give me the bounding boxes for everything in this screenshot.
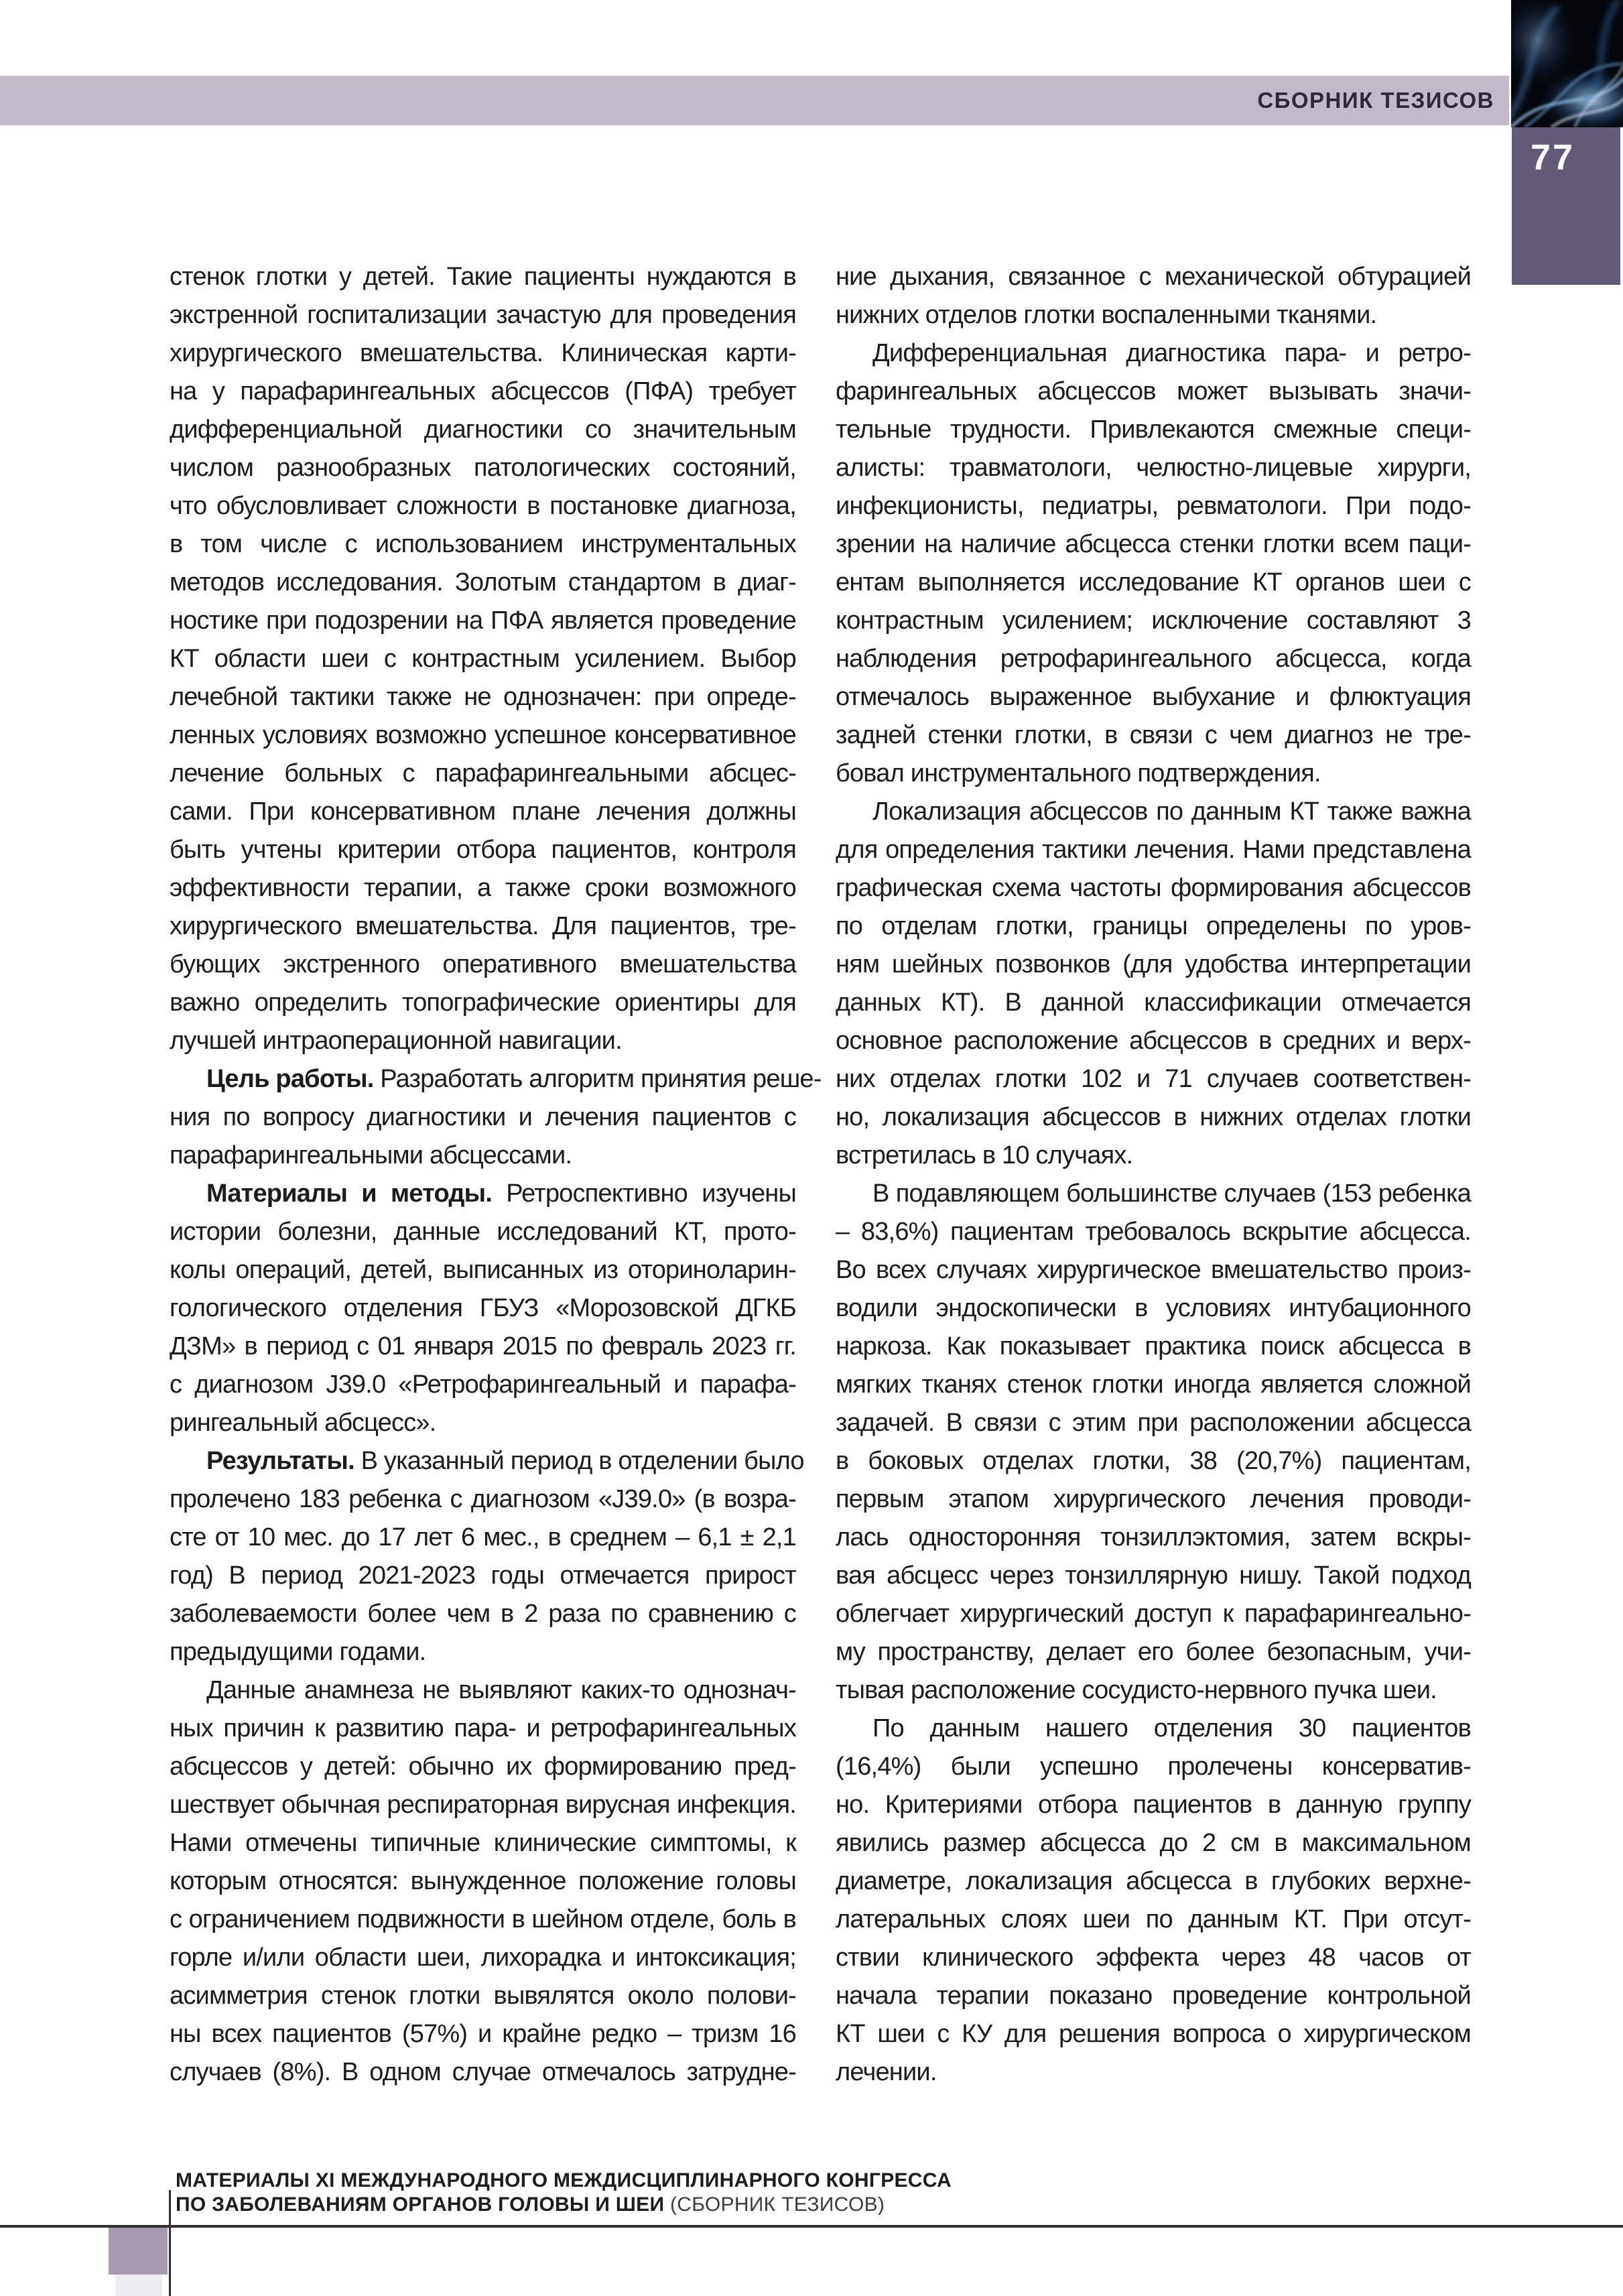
text-line: Цель работы. Разработать алгоритм принятия реше- <box>206 1065 822 1093</box>
text-line: КТ области шеи с контрастным усилением. Выбор <box>170 645 796 673</box>
text-line: методов исследования. Золотым стандартом в диаг- <box>170 568 796 596</box>
text-line: год) В период 2021-2023 годы отмечается прирост <box>170 1561 796 1590</box>
page-number-box <box>1512 127 1620 285</box>
text-line: вая абсцесс через тонзиллярную нишу. Такой подход <box>836 1561 1471 1590</box>
text-line: в том числе с использованием инструментальных <box>170 530 796 558</box>
text-line: встретилась в 10 случаях. <box>836 1141 1133 1169</box>
text-line: асимметрия стенок глотки вывялятся около полови- <box>170 1982 796 2010</box>
text-line: в боковых отделах глотки, 38 (20,7%) пациентам, <box>836 1447 1471 1475</box>
text-line: гологического отделения ГБУЗ «Морозовской ДГКБ <box>170 1294 796 1322</box>
abstract-smoke-image <box>1511 0 1623 127</box>
text-line: которым относятся: вынужденное положение головы <box>170 1867 796 1895</box>
text-line: зрении на наличие абсцесса стенки глотки всем паци- <box>836 530 1471 558</box>
text-line: рингеальный абсцесс». <box>170 1409 436 1437</box>
text-line: для определения тактики лечения. Нами представлена <box>836 836 1471 864</box>
text-line: с ограничением подвижности в шейном отделе, боль в <box>170 1905 796 1933</box>
text-line: наблюдения ретрофарингеального абсцесса, когда <box>836 645 1471 673</box>
text-line: лечении. <box>836 2058 937 2086</box>
text-line: лечение больных с парафарингеальными абсцес- <box>170 759 796 787</box>
text-line: лечебной тактики также не однозначен: при опреде- <box>170 683 796 711</box>
text-line: с диагнозом J39.0 «Ретрофарингеальный и парафа- <box>170 1370 796 1399</box>
text-line: графическая схема частоты формирования абсцессов <box>836 874 1471 902</box>
text-line: числом разнообразных патологических состояний, <box>170 454 796 482</box>
header-bar <box>0 76 1509 125</box>
text-line: водили эндоскопически в условиях интубационного <box>836 1294 1471 1322</box>
paragraph-lead-bold: Результаты. <box>206 1447 354 1475</box>
text-line: дифференциальной диагностики со значительным <box>170 416 796 444</box>
text-line: ленных условиях возможно успешное консервативное <box>170 721 796 749</box>
text-line: Данные анамнеза не выявляют каких-то однознач- <box>206 1676 796 1704</box>
text-line: ентам выполняется исследование КТ органов шеи с <box>836 568 1471 596</box>
text-line: ны всех пациентов (57%) и крайне редко – тризм 16 <box>170 2020 796 2048</box>
text-line: фарингеальных абсцессов может вызывать значи- <box>836 377 1471 405</box>
text-line: диаметре, локализация абсцесса в глубоких верхне- <box>836 1867 1471 1895</box>
text-line: экстренной госпитализации зачастую для проведения <box>170 301 796 329</box>
text-line: абсцессов у детей: обычно их формированию пред- <box>170 1752 796 1781</box>
text-line: ния по вопросу диагностики и лечения пациентов с <box>170 1103 796 1131</box>
article-column-right <box>836 258 1471 2092</box>
text-line: что обусловливает сложности в постановке диагноза, <box>170 492 796 520</box>
footer-corner-square <box>109 2228 168 2275</box>
text-line: му пространству, делает его более безопасным, учи- <box>836 1638 1471 1666</box>
text-line: бующих экстренного оперативного вмешательства <box>170 950 796 978</box>
text-line: облегчает хирургический доступ к парафарингеально- <box>836 1600 1471 1628</box>
text-line: ствии клинического эффекта через 48 часов от <box>836 1943 1471 1972</box>
text-line: (16,4%) были успешно пролечены консерватив- <box>836 1752 1471 1781</box>
text-line: парафарингеальными абсцессами. <box>170 1141 572 1169</box>
text-line: основное расположение абсцессов в средних и верх- <box>836 1027 1471 1055</box>
text-line: В подавляющем большинстве случаев (153 ребенка <box>872 1179 1471 1208</box>
text-line: предыдущими годами. <box>170 1638 426 1666</box>
text-line: ние дыхания, связанное с механической обтурацией <box>836 263 1471 291</box>
text-line: хирургического вмешательства. Клиническая карти- <box>170 339 796 367</box>
text-line: наркоза. Как показывает практика поиск абсцесса в <box>836 1332 1471 1360</box>
text-line: тывая расположение сосудисто-нервного пучка шеи. <box>836 1676 1437 1704</box>
header-title: СБОРНИК ТЕЗИСОВ <box>1257 88 1494 113</box>
text-line: шествует обычная респираторная вирусная инфекция. <box>170 1791 796 1819</box>
text-line: эффективности терапии, а также сроки возможного <box>170 874 796 902</box>
text-line: данных КТ). В данной классификации отмечается <box>836 988 1471 1017</box>
text-line: начала терапии показано проведение контрольной <box>836 1982 1471 2010</box>
footer-congress-title-line1: МАТЕРИАЛЫ XI МЕЖДУНАРОДНОГО МЕЖДИСЦИПЛИНАРНОГО КОНГРЕССА <box>176 2169 952 2191</box>
text-line: колы операций, детей, выписанных из оториноларин- <box>170 1256 796 1284</box>
text-line: заболеваемости более чем в 2 раза по сравнению с <box>170 1600 796 1628</box>
footer-corner-square-light <box>115 2275 162 2296</box>
text-line: отмечалось выраженное выбухание и флюктуация <box>836 683 1471 711</box>
footer-line2-bold: ПО ЗАБОЛЕВАНИЯМ ОРГАНОВ ГОЛОВЫ И ШЕИ <box>176 2193 665 2216</box>
text-line: стенок глотки у детей. Такие пациенты нуждаются в <box>170 263 796 291</box>
text-line: быть учтены критерии отбора пациентов, контроля <box>170 836 796 864</box>
text-line: бовал инструментального подтверждения. <box>836 759 1321 787</box>
text-line: сте от 10 мес. до 17 лет 6 мес., в среднем – 6,1 ± 2,1 <box>170 1523 796 1551</box>
footer-congress-title-line2 <box>176 2193 885 2216</box>
text-line: сами. При консервативном плане лечения должны <box>170 798 796 826</box>
text-line: Результаты. В указанный период в отделении было <box>206 1447 804 1475</box>
text-line: горле и/или области шеи, лихорадка и интоксикация; <box>170 1943 796 1972</box>
text-line: Материалы и методы. Ретроспективно изучены <box>206 1179 797 1208</box>
text-line: ностике при подозрении на ПФА является проведение <box>170 607 796 635</box>
text-line: лучшей интраоперационной навигации. <box>170 1027 622 1055</box>
text-line: но, локализация абсцессов в нижних отделах глотки <box>836 1103 1471 1131</box>
text-line: первым этапом хирургического лечения проводи- <box>836 1485 1471 1513</box>
text-line: ных причин к развитию пара- и ретрофарингеальных <box>170 1714 796 1742</box>
text-line: по отделам глотки, границы определены по уров- <box>836 912 1471 940</box>
text-line: пролечено 183 ребенка с диагнозом «J39.0» (в возра- <box>170 1485 796 1513</box>
text-line: Локализация абсцессов по данным КТ также важна <box>872 798 1471 826</box>
page-number: 77 <box>1531 137 1575 178</box>
text-line: Нами отмечены типичные клинические симптомы, к <box>170 1829 796 1857</box>
text-line: алисты: травматологи, челюстно-лицевые хирурги, <box>836 454 1471 482</box>
text-line: латеральных слоях шеи по данным КТ. При отсут- <box>836 1905 1471 1933</box>
text-line: важно определить топографические ориентиры для <box>170 988 796 1017</box>
text-line: Дифференциальная диагностика пара- и ретро- <box>872 339 1471 367</box>
text-line: на у парафарингеальных абсцессов (ПФА) требует <box>170 377 796 405</box>
text-line: явились размер абсцесса до 2 см в максимальном <box>836 1829 1471 1857</box>
text-line: но. Критериями отбора пациентов в данную группу <box>836 1791 1471 1819</box>
text-line: мягких тканях стенок глотки иногда является сложной <box>836 1370 1471 1399</box>
text-line: хирургического вмешательства. Для пациентов, тре- <box>170 912 796 940</box>
footer-horizontal-rule <box>0 2225 1623 2228</box>
text-line: – 83,6%) пациентам требовалось вскрытие абсцесса. <box>836 1218 1471 1246</box>
text-line: них отделах глотки 102 и 71 случаев соответствен- <box>836 1065 1471 1093</box>
text-line: инфекционисты, педиатры, ревматологи. При подо- <box>836 492 1471 520</box>
text-line: КТ шеи с КУ для решения вопроса о хирургическом <box>836 2020 1471 2048</box>
text-line: По данным нашего отделения 30 пациентов <box>872 1714 1471 1742</box>
text-line: тельные трудности. Привлекаются смежные специ- <box>836 416 1471 444</box>
text-line: ДЗМ» в период с 01 января 2015 по февраль 2023 гг. <box>170 1332 796 1360</box>
text-line: контрастным усилением; исключение составляют 3 <box>836 607 1471 635</box>
text-line: истории болезни, данные исследований КТ, прото- <box>170 1218 796 1246</box>
article-column-left <box>170 258 822 2092</box>
footer-vertical-divider <box>169 2190 171 2296</box>
paragraph-lead-bold: Цель работы. <box>206 1065 374 1093</box>
footer-line2-regular: (СБОРНИК ТЕЗИСОВ) <box>664 2193 885 2216</box>
text-line: лась односторонняя тонзиллэктомия, затем вскры- <box>836 1523 1471 1551</box>
text-line: случаев (8%). В одном случае отмечалось затрудне- <box>170 2058 796 2086</box>
text-line: ням шейных позвонков (для удобства интерпретации <box>836 950 1471 978</box>
smoke-graphic <box>1511 0 1623 127</box>
text-line: нижних отделов глотки воспаленными тканями. <box>836 301 1377 329</box>
paragraph-lead-bold: Материалы и методы. <box>206 1179 493 1208</box>
text-line: Во всех случаях хирургическое вмешательство произ- <box>836 1256 1471 1284</box>
text-line: задней стенки глотки, в связи с чем диагноз не тре- <box>836 721 1471 749</box>
text-line: задачей. В связи с этим при расположении абсцесса <box>836 1409 1471 1437</box>
